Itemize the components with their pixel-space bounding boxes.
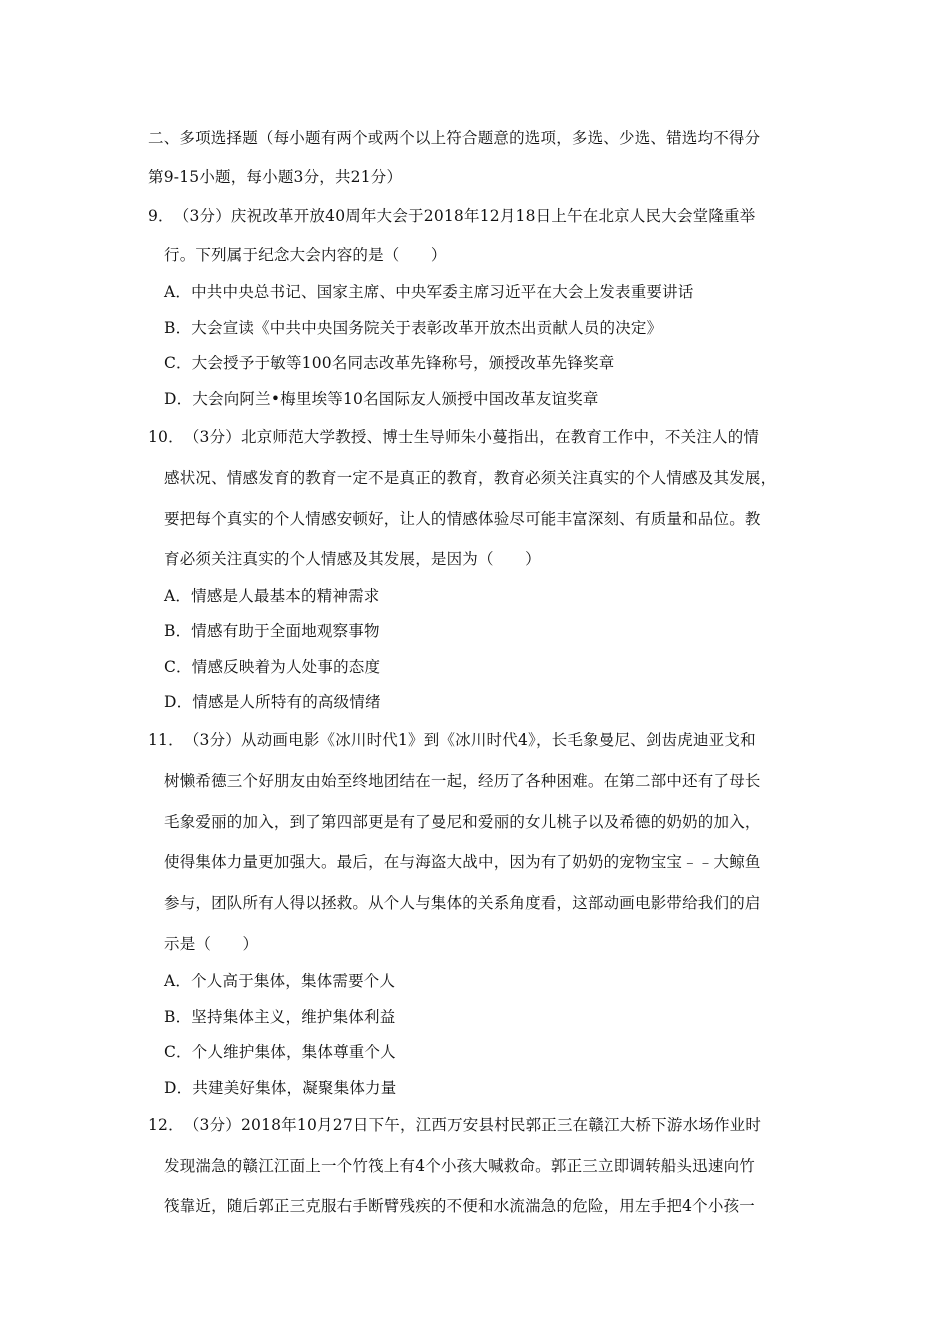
- question-9-option-b: [164, 318, 662, 338]
- question-11-option-d: [164, 1078, 396, 1098]
- question-11-line-5: 参与，团队所有人得以拯救。从个人与集体的关系角度看，这部动画电影带给我们的启: [164, 894, 761, 912]
- option-text: 大会向阿兰•梅里埃等10名国际友人颁授中国改革友谊奖章: [192, 390, 599, 408]
- option-text: 共建美好集体，凝聚集体力量: [192, 1079, 397, 1097]
- option-text: 情感是人最基本的精神需求: [191, 587, 380, 605]
- question-11-option-c: [164, 1042, 396, 1062]
- option-text: 情感反映着为人处事的态度: [191, 658, 381, 676]
- question-11-line-1: [148, 730, 756, 750]
- question-9-option-a: [164, 282, 694, 302]
- question-10-option-c: [164, 657, 380, 677]
- option-label: A．: [164, 587, 192, 605]
- option-text: 个人维护集体，集体尊重个人: [191, 1043, 396, 1061]
- question-text: （3分）从动画电影《冰川时代1》到《冰川时代4》，长毛象曼尼、剑齿虎迪亚戈和: [183, 731, 756, 749]
- option-label: D．: [164, 693, 193, 711]
- option-text: 个人高于集体，集体需要个人: [191, 972, 396, 990]
- question-text: （3分）2018年10月27日下午，江西万安县村民郭正三在赣江大桥下游水场作业时: [183, 1116, 762, 1134]
- question-10-line-3: 要把每个真实的个人情感安顿好，让人的情感体验尽可能丰富深刻、有质量和品位。教: [164, 510, 761, 528]
- question-9-option-d: [164, 389, 599, 409]
- option-text: 大会授予于敏等100名同志改革先锋称号，颁授改革先锋奖章: [191, 354, 615, 372]
- question-number: 12．: [148, 1116, 184, 1134]
- option-text: 大会宣读《中共中央国务院关于表彰改革开放杰出贡献人员的决定》: [191, 319, 663, 337]
- option-text: 情感有助于全面地观察事物: [191, 622, 380, 640]
- option-label: D．: [164, 1079, 193, 1097]
- question-11-line-6: 示是（ ）: [164, 935, 259, 953]
- question-9-line-2: 行。下列属于纪念大会内容的是（ ）: [164, 246, 447, 264]
- option-label: D．: [164, 390, 193, 408]
- question-10-line-2: 感状况、情感发育的教育一定不是真正的教育，教育必须关注真实的个人情感及其发展，: [164, 469, 777, 487]
- option-text: 情感是人所特有的高级情绪: [192, 693, 381, 711]
- question-12-line-1: [148, 1115, 761, 1135]
- question-10-option-d: [164, 692, 381, 712]
- option-label: B．: [164, 1008, 192, 1026]
- option-label: A．: [164, 283, 192, 301]
- question-11-line-3: 毛象爱丽的加入，到了第四部更是有了曼尼和爱丽的女儿桃子以及希德的奶奶的加入，: [164, 813, 761, 831]
- question-12-line-3: 筏靠近，随后郭正三克服右手断臂残疾的不便和水流湍急的危险，用左手把4个小孩一: [164, 1197, 755, 1215]
- question-10-option-a: [164, 586, 380, 606]
- section-heading-line-2: 第9-15小题，每小题3分，共21分）: [148, 168, 403, 186]
- question-11-option-a: [164, 971, 395, 991]
- option-label: B．: [164, 622, 192, 640]
- question-10-line-4: 育必须关注真实的个人情感及其发展，是因为（ ）: [164, 550, 541, 568]
- question-11-line-2: 树懒希德三个好朋友由始至终地团结在一起，经历了各种困难。在第二部中还有了母长: [164, 772, 761, 790]
- question-9-line-1: [148, 206, 755, 226]
- question-text: （3分）庆祝改革开放40周年大会于2018年12月18日上午在北京人民大会堂隆重举: [173, 207, 756, 225]
- section-heading-line-1: 二、多项选择题（每小题有两个或两个以上符合题意的选项，多选、少选、错选均不得分: [148, 129, 761, 147]
- option-label: C．: [164, 658, 192, 676]
- option-text: 中共中央总书记、国家主席、中央军委主席习近平在大会上发表重要讲话: [191, 283, 694, 301]
- question-number: 9．: [148, 207, 174, 225]
- question-10-option-b: [164, 621, 380, 641]
- question-9-option-c: [164, 353, 614, 373]
- question-10-line-1: [148, 427, 759, 447]
- option-label: B．: [164, 319, 192, 337]
- question-number: 10．: [148, 428, 184, 446]
- option-label: A．: [164, 972, 192, 990]
- question-number: 11．: [148, 731, 184, 749]
- question-text: （3分）北京师范大学教授、博士生导师朱小蔓指出，在教育工作中，不关注人的情: [183, 428, 760, 446]
- option-text: 坚持集体主义，维护集体利益: [191, 1008, 396, 1026]
- option-label: C．: [164, 354, 192, 372]
- option-label: C．: [164, 1043, 192, 1061]
- question-11-line-4: 使得集体力量更加强大。最后，在与海盗大战中，因为有了奶奶的宠物宝宝﹣﹣大鲸鱼: [164, 853, 761, 871]
- question-12-line-2: 发现湍急的赣江江面上一个竹筏上有4个小孩大喊救命。郭正三立即调转船头迅速向竹: [164, 1157, 755, 1175]
- question-11-option-b: [164, 1007, 395, 1027]
